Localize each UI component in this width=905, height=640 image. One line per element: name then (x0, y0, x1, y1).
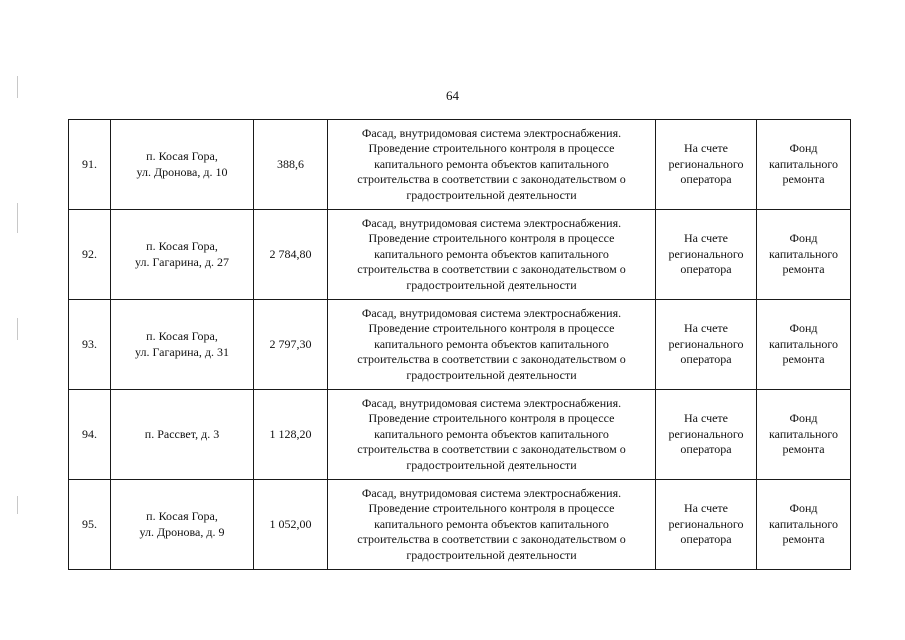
address-line: п. Косая Гора, (146, 509, 218, 523)
source-line: капитального (769, 426, 838, 441)
work-line: строительства в соответствии с законодательством о (357, 532, 626, 547)
funding-source-cell (757, 210, 851, 300)
source-line: Фонд (789, 411, 818, 426)
source-line: ремонта (782, 262, 825, 277)
work-line: Фасад, внутридомовая система электроснабжения. (361, 215, 622, 230)
account-line: оператора (680, 532, 732, 547)
source-line: ремонта (782, 172, 825, 187)
work-line: градостроительной деятельности (406, 367, 577, 382)
address-cell (111, 390, 254, 480)
work-line: Проведение строительного контроля в процессе (368, 411, 615, 426)
address-line: п. Рассвет, д. 3 (144, 426, 220, 441)
scan-mark (17, 318, 18, 340)
area-cell: 1 128,20 (254, 390, 328, 480)
work-line: Фасад, внутридомовая система электроснабжения. (361, 485, 622, 500)
table-row (69, 300, 851, 390)
work-line: Фасад, внутридомовая система электроснабжения. (361, 305, 622, 320)
account-line: На счете (683, 321, 728, 336)
account-line: оператора (680, 262, 732, 277)
table-row (69, 480, 851, 570)
work-line: строительства в соответствии с законодательством о (357, 172, 626, 187)
work-line: капитального ремонта объектов капитального (374, 426, 609, 441)
table-body (69, 120, 851, 570)
work-line: капитального ремонта объектов капитального (374, 156, 609, 171)
account-cell (656, 390, 757, 480)
funding-source-cell (757, 300, 851, 390)
work-line: строительства в соответствии с законодательством о (357, 352, 626, 367)
row-number-cell: 93. (69, 300, 111, 390)
address-line: ул. Гагарина, д. 31 (135, 344, 229, 359)
work-line: капитального ремонта объектов капитального (374, 336, 609, 351)
work-line: Проведение строительного контроля в процессе (368, 141, 615, 156)
source-line: ремонта (782, 352, 825, 367)
source-line: ремонта (782, 442, 825, 457)
account-cell (656, 210, 757, 300)
address-cell (111, 120, 254, 210)
address-cell (111, 300, 254, 390)
work-line: капитального ремонта объектов капитального (374, 246, 609, 261)
work-line: строительства в соответствии с законодательством о (357, 442, 626, 457)
funding-source-cell (757, 390, 851, 480)
table-row (69, 390, 851, 480)
objects-table (68, 119, 851, 570)
area-cell: 1 052,00 (254, 480, 328, 570)
account-line: регионального (668, 336, 744, 351)
row-number-cell: 95. (69, 480, 111, 570)
account-line: На счете (683, 411, 728, 426)
source-line: Фонд (789, 501, 818, 516)
address-line: п. Косая Гора, (146, 329, 218, 343)
address-line: ул. Гагарина, д. 27 (135, 254, 229, 269)
row-number-cell: 94. (69, 390, 111, 480)
work-line: градостроительной деятельности (406, 277, 577, 292)
account-line: регионального (668, 426, 744, 441)
address-line: ул. Дронова, д. 9 (139, 524, 225, 539)
work-line: Фасад, внутридомовая система электроснабжения. (361, 125, 622, 140)
work-description-cell (328, 390, 656, 480)
area-cell: 2 797,30 (254, 300, 328, 390)
address-line: п. Косая Гора, (146, 149, 218, 163)
address-cell (111, 480, 254, 570)
area-cell: 2 784,80 (254, 210, 328, 300)
work-line: строительства в соответствии с законодательством о (357, 262, 626, 277)
funding-source-cell (757, 120, 851, 210)
account-line: На счете (683, 231, 728, 246)
table-row (69, 120, 851, 210)
source-line: Фонд (789, 141, 818, 156)
account-line: оператора (680, 442, 732, 457)
account-line: оператора (680, 172, 732, 187)
row-number-cell: 91. (69, 120, 111, 210)
source-line: капитального (769, 156, 838, 171)
scan-mark (17, 496, 18, 514)
account-cell (656, 300, 757, 390)
account-line: регионального (668, 246, 744, 261)
account-cell (656, 480, 757, 570)
source-line: Фонд (789, 231, 818, 246)
area-cell: 388,6 (254, 120, 328, 210)
work-line: градостроительной деятельности (406, 457, 577, 472)
account-line: регионального (668, 156, 744, 171)
source-line: капитального (769, 246, 838, 261)
work-line: Фасад, внутридомовая система электроснабжения. (361, 395, 622, 410)
account-cell (656, 120, 757, 210)
address-cell (111, 210, 254, 300)
work-line: градостроительной деятельности (406, 187, 577, 202)
table-row (69, 210, 851, 300)
source-line: капитального (769, 336, 838, 351)
work-line: градостроительной деятельности (406, 547, 577, 562)
page-number: 64 (446, 88, 459, 103)
work-description-cell (328, 210, 656, 300)
funding-source-cell (757, 480, 851, 570)
source-line: капитального (769, 516, 838, 531)
source-line: Фонд (789, 321, 818, 336)
address-line: ул. Дронова, д. 10 (136, 164, 228, 179)
account-line: На счете (683, 141, 728, 156)
row-number-cell: 92. (69, 210, 111, 300)
scan-mark (17, 203, 18, 233)
work-description-cell (328, 120, 656, 210)
work-description-cell (328, 300, 656, 390)
work-line: капитального ремонта объектов капитального (374, 516, 609, 531)
work-line: Проведение строительного контроля в процессе (368, 231, 615, 246)
source-line: ремонта (782, 532, 825, 547)
address-line: п. Косая Гора, (146, 239, 218, 253)
account-line: На счете (683, 501, 728, 516)
work-description-cell (328, 480, 656, 570)
work-line: Проведение строительного контроля в процессе (368, 501, 615, 516)
account-line: оператора (680, 352, 732, 367)
work-line: Проведение строительного контроля в процессе (368, 321, 615, 336)
account-line: регионального (668, 516, 744, 531)
